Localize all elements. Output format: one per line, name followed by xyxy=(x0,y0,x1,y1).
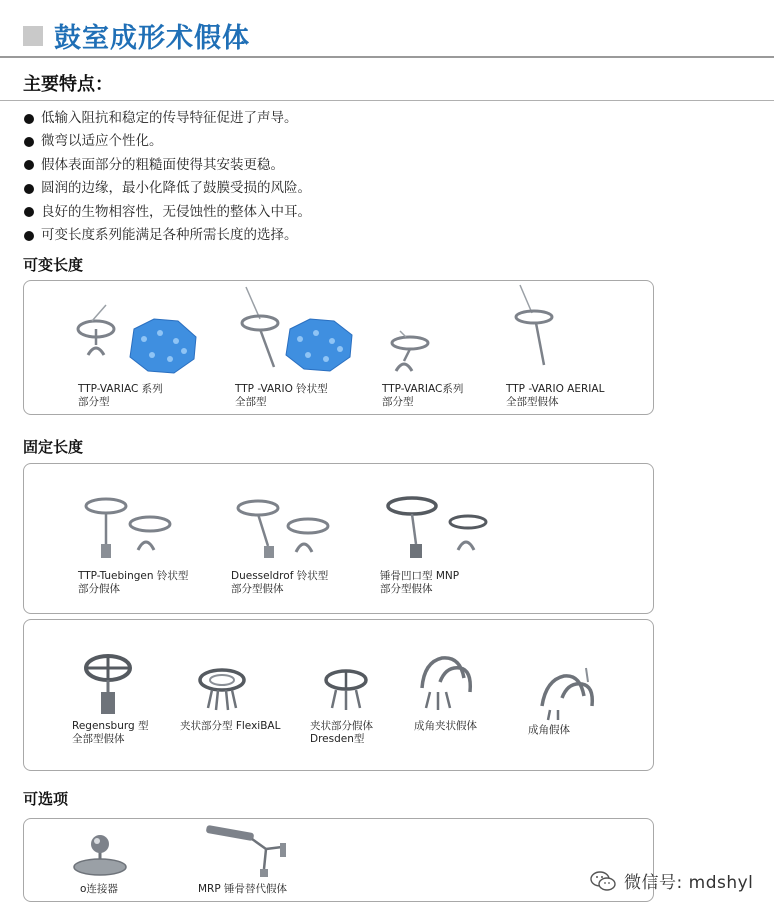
caption: TTP-Tuebingen 铃状型 部分假体 xyxy=(78,570,189,595)
mrp-malleus-replacement-image xyxy=(204,825,304,881)
prosthesis-pair-icon xyxy=(80,492,190,562)
bullet-icon xyxy=(24,231,34,241)
dresden-clip-image xyxy=(318,664,378,718)
prosthesis-icon xyxy=(204,825,304,881)
ttp-vario-aerial-image xyxy=(510,283,570,377)
watermark xyxy=(590,868,753,893)
title-square-icon xyxy=(23,26,43,46)
tuebingen-bell-image xyxy=(80,492,190,562)
prosthesis-icon xyxy=(386,321,446,377)
caption: 夹状部分假体 Dresden型 xyxy=(310,720,373,745)
caption: MRP 锤骨替代假体 xyxy=(198,883,288,895)
feature-item: 低输入阻抗和稳定的传导特征促进了声导。 xyxy=(24,107,311,130)
prosthesis-icon xyxy=(510,283,570,377)
prosthesis-sponge-icon xyxy=(72,299,212,379)
prosthesis-icon xyxy=(80,650,140,718)
caption: 成角夹状假体 xyxy=(414,720,477,732)
prosthesis-sponge-icon xyxy=(234,283,364,378)
bullet-icon xyxy=(24,207,34,217)
bullet-icon xyxy=(24,137,34,147)
caption: TTP-VARIAC 系列 部分型 xyxy=(78,383,163,408)
caption: Regensburg 型 全部型假体 xyxy=(72,720,149,745)
duesseldorf-bell-image xyxy=(234,494,344,562)
features-divider xyxy=(0,100,774,101)
flexibal-clip-image xyxy=(194,662,254,718)
prosthesis-pair-icon xyxy=(382,490,502,562)
variable-length-heading: 可变长度 xyxy=(23,256,84,274)
ttp-variac-partial-image xyxy=(72,299,212,379)
regensburg-image xyxy=(80,650,140,718)
prosthesis-icon xyxy=(318,664,378,718)
feature-item: 可变长度系列能满足各种所需长度的选择。 xyxy=(24,224,311,247)
connector-icon xyxy=(70,833,130,879)
caption: o连接器 xyxy=(80,883,118,895)
prosthesis-icon xyxy=(532,662,602,722)
wechat-icon xyxy=(590,870,616,892)
feature-item: 微弯以适应个性化。 xyxy=(24,130,311,153)
o-connector-image xyxy=(70,833,130,879)
caption: TTP-VARIAC系列 部分型 xyxy=(382,383,464,408)
features-heading: 主要特点： xyxy=(23,74,113,95)
malleus-notch-mnp-image xyxy=(382,490,502,562)
prosthesis-pair-icon xyxy=(234,494,344,562)
feature-item: 圆润的边缘，最小化降低了鼓膜受损的风险。 xyxy=(24,177,311,200)
bullet-icon xyxy=(24,114,34,124)
fixed-length-panel-2 xyxy=(23,619,654,771)
watermark-text: 微信号: mdshyl xyxy=(624,873,754,893)
caption: 锤骨凹口型 MNP 部分型假体 xyxy=(380,570,460,595)
angled-prosthesis-image xyxy=(532,662,602,722)
optional-heading: 可选项 xyxy=(23,790,69,808)
bullet-icon xyxy=(24,184,34,194)
feature-list xyxy=(24,107,311,247)
caption: Duesseldrof 铃状型 部分型假体 xyxy=(231,570,329,595)
bullet-icon xyxy=(24,160,34,170)
ttp-variac-small-image xyxy=(386,321,446,377)
angled-clip-image xyxy=(412,648,482,716)
prosthesis-icon xyxy=(194,662,254,718)
ttp-vario-bell-total-image xyxy=(234,283,364,378)
feature-item: 良好的生物相容性，无侵蚀性的整体入中耳。 xyxy=(24,201,311,224)
variable-length-panel xyxy=(23,280,654,415)
fixed-length-panel-1 xyxy=(23,463,654,614)
caption: 夹状部分型 FlexiBAL xyxy=(180,720,281,732)
title-bar xyxy=(0,12,774,58)
caption: 成角假体 xyxy=(528,724,570,736)
caption: TTP -VARIO AERIAL 全部型假体 xyxy=(506,383,605,408)
prosthesis-icon xyxy=(412,648,482,716)
caption: TTP -VARIO 铃状型 全部型 xyxy=(235,383,328,408)
fixed-length-heading: 固定长度 xyxy=(23,438,84,456)
feature-item: 假体表面部分的粗糙面使得其安装更稳。 xyxy=(24,154,311,177)
optional-panel xyxy=(23,818,654,902)
page-title: 鼓室成形术假体 xyxy=(54,23,250,54)
